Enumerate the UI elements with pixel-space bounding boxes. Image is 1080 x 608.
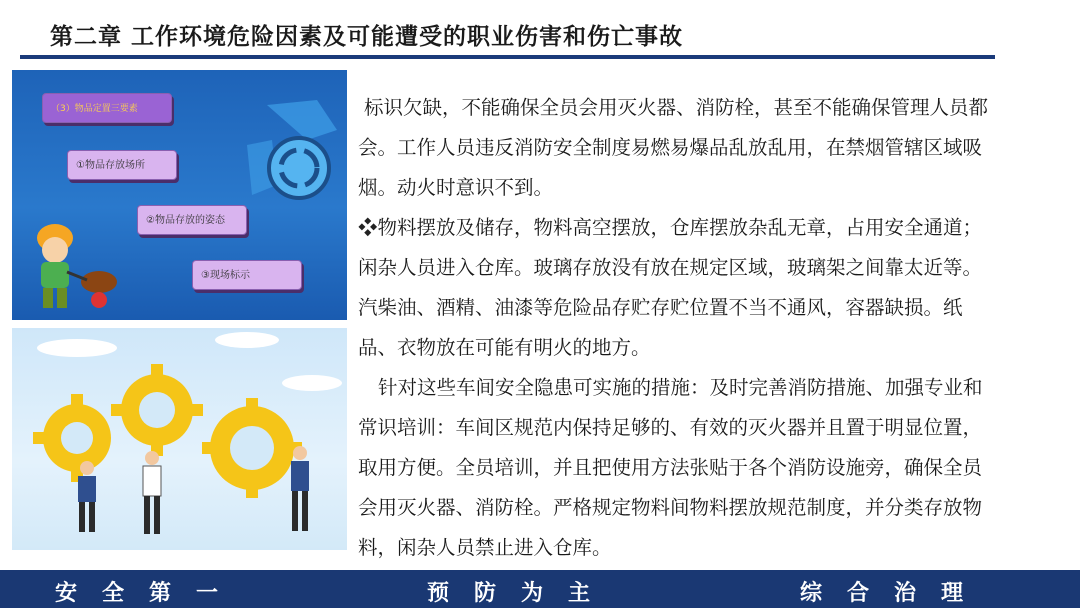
tag-storage-posture: ②物品存放的姿态: [137, 205, 247, 235]
paragraph-fire-safety: 标识欠缺，不能确保全员会用灭火器、消防栓，甚至不能确保管理人员都会。工作人员违反消防安全制度易燃易爆品乱放乱用，在禁烟管辖区域吸烟。动火时意识不到。: [358, 96, 989, 199]
tag-header: （3）物品定置三要素: [42, 93, 172, 123]
slogan-comprehensive-management: 综合治理: [800, 581, 989, 606]
body-text: [358, 88, 998, 568]
header-divider: [20, 55, 995, 59]
slogan-safety-first: 安全第一: [55, 581, 244, 606]
paragraph-measures: 针对这些车间安全隐患可实施的措施：及时完善消防措施、加强专业和常识培训：车间区规范内保持足够的、有效的灭火器并且置于明显位置，取用方便。全员培训，并且把使用方法张贴于各个消防设施旁，确保全员会用灭火器、消防栓。严格规定物料间物料摆放规范制度，并分类存放物料，闲杂人员禁止进入仓库。: [358, 376, 983, 559]
storage-elements-illustration: [12, 70, 347, 320]
slogan-prevention-first: 预防为主: [427, 581, 616, 606]
tag-onsite-marking: ③现场标示: [192, 260, 302, 290]
worker-with-wheelbarrow-icon: [27, 220, 122, 315]
footer-slogan-bar: [0, 570, 1080, 608]
gears-and-people-icon: [12, 328, 347, 550]
page-title: 第二章 工作环境危险因素及可能遭受的职业伤害和伤亡事故: [50, 24, 684, 50]
tag-storage-location: ①物品存放场所: [67, 150, 177, 180]
paragraph-material-storage: [358, 208, 998, 368]
header: [0, 0, 1080, 60]
teamwork-gears-illustration: [12, 328, 347, 550]
recycle-emblem-icon: [247, 100, 337, 210]
paragraph-material-storage-text: 物料摆放及储存，物料高空摆放，仓库摆放杂乱无章，占用安全通道；闲杂人员进入仓库。玻璃存放没有放在规定区域，玻璃架之间靠太近等。汽柴油、酒精、油漆等危险品存贮存贮位置不当不通风，容器缺损。纸品、衣物放在可能有明火的地方。: [358, 216, 983, 359]
bullet-diamond-icon: ❖: [358, 216, 378, 239]
